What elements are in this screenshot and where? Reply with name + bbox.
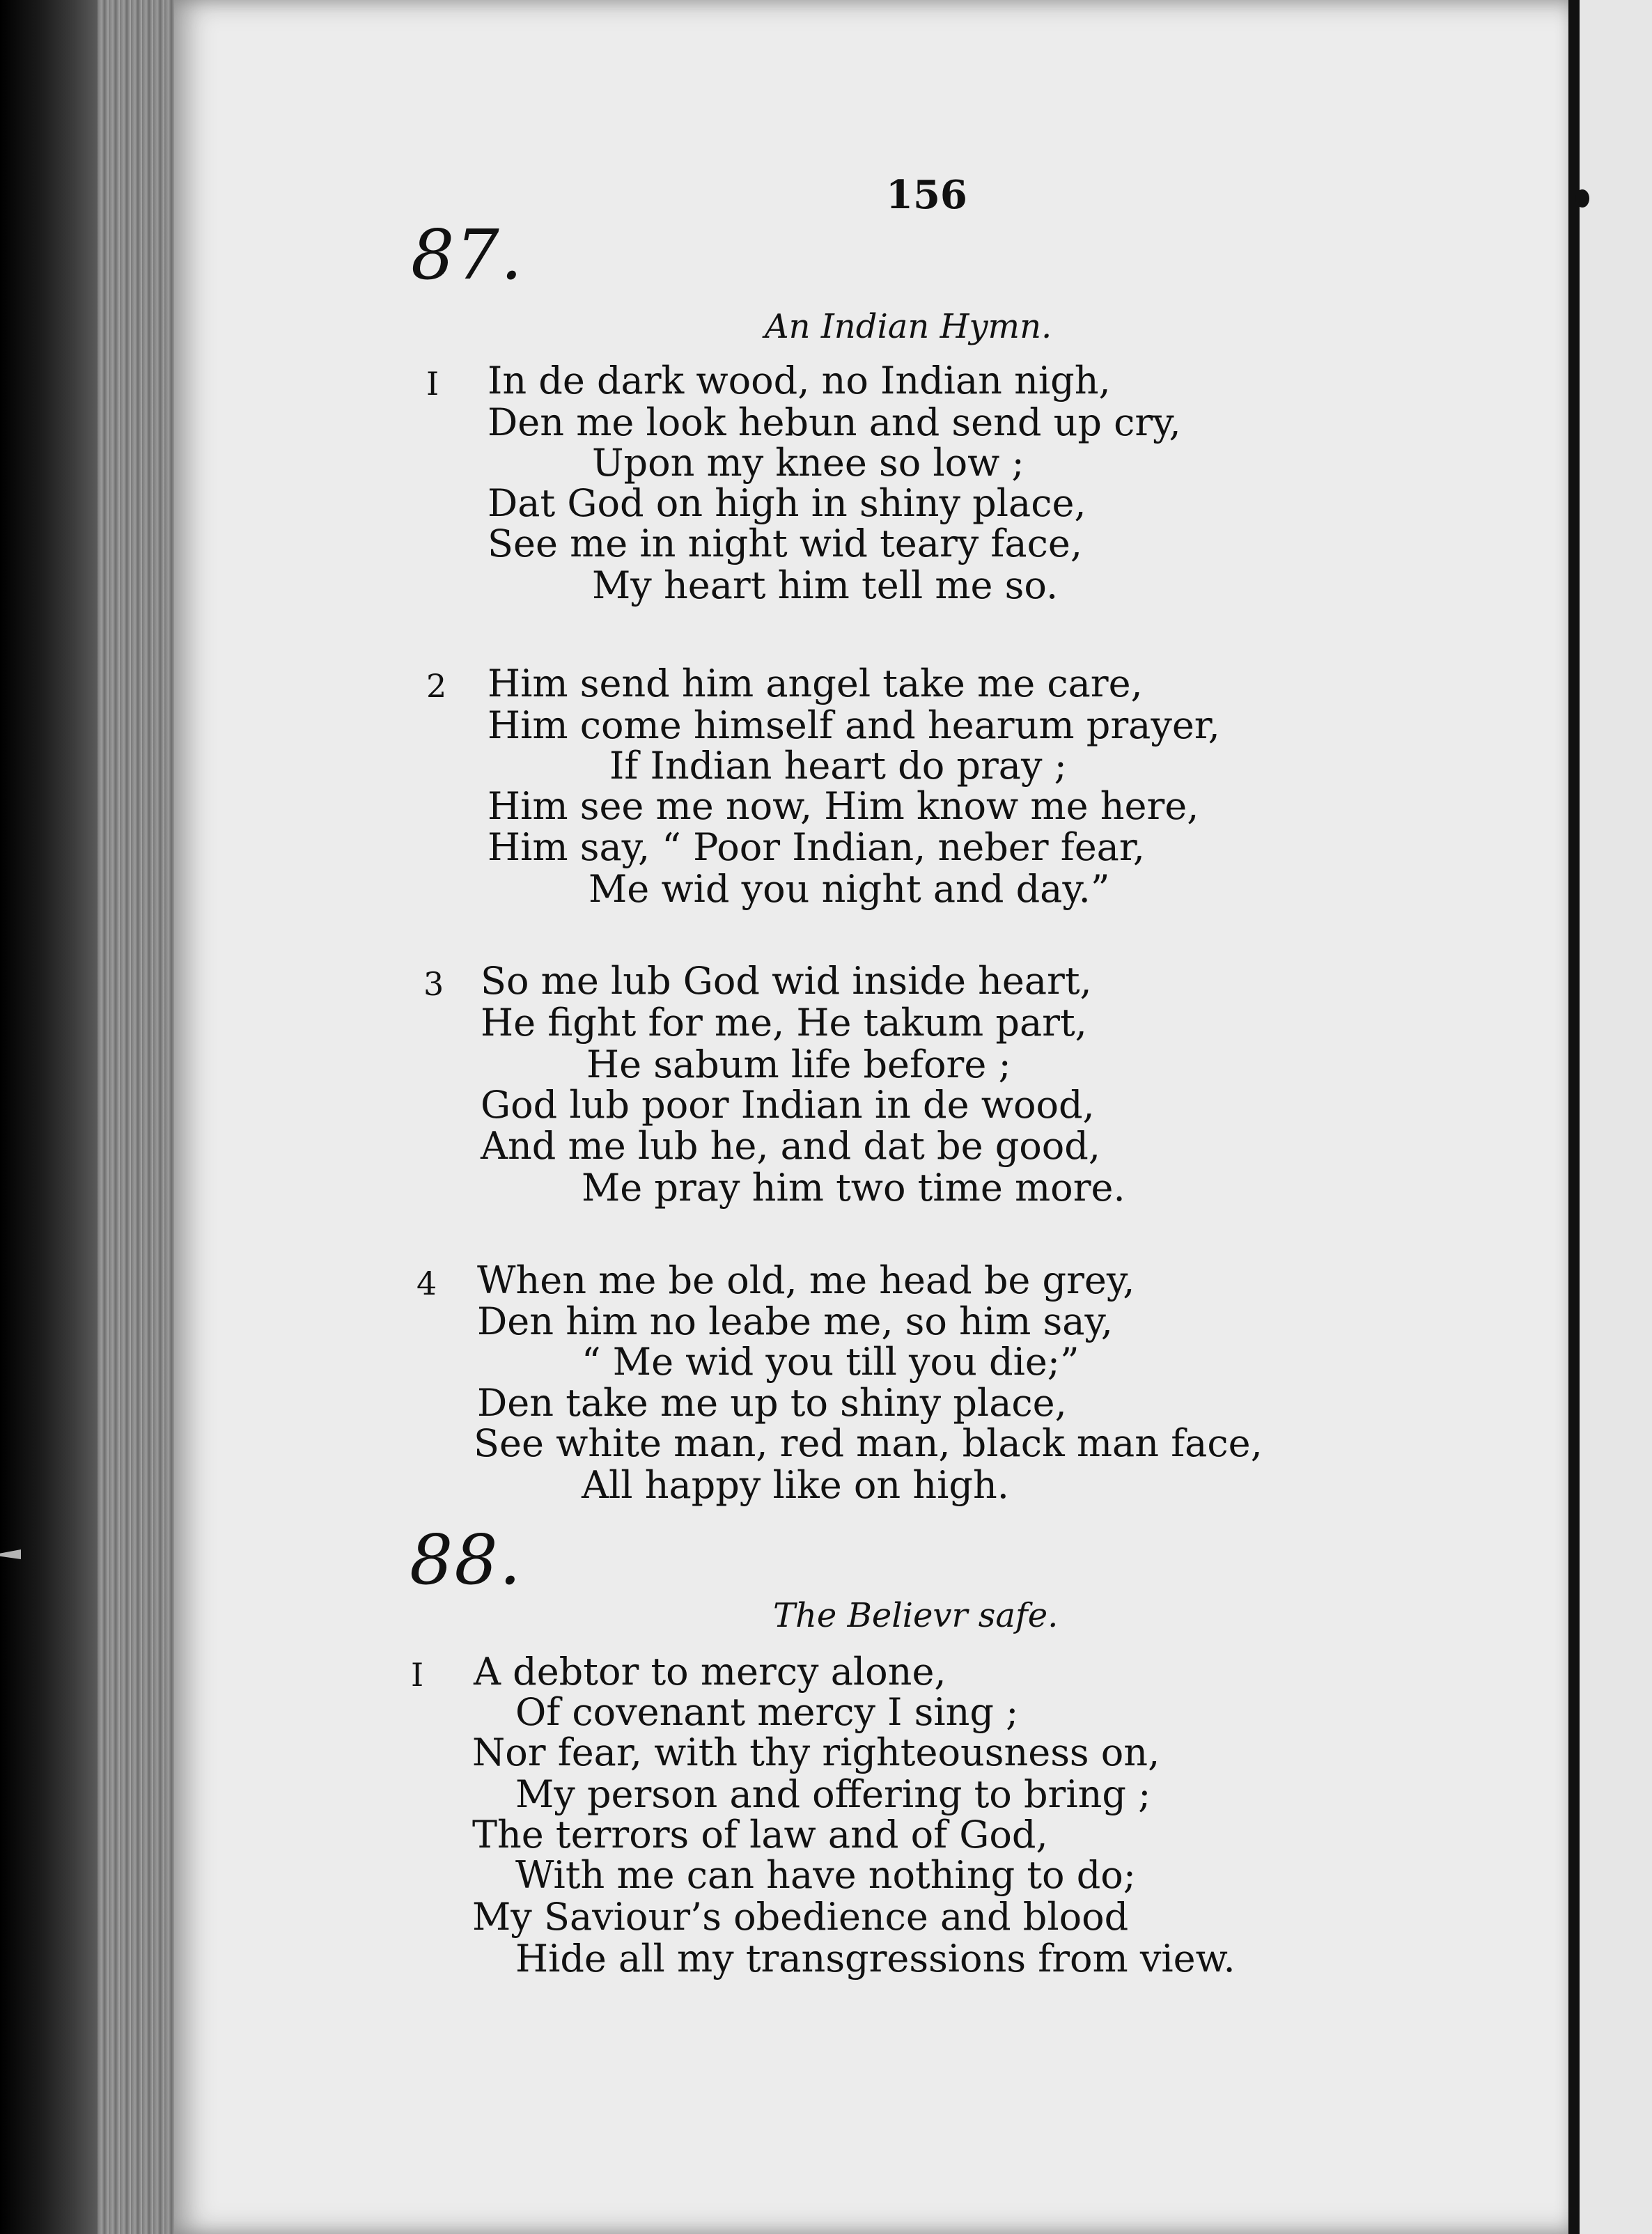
hymn-line: “ Me wid you till you die;” [582,1340,1080,1384]
hymn-line: Den take me up to shiny place, [477,1381,1067,1425]
hymn-line: Of covenant mercy I sing ; [515,1690,1019,1734]
right-page-edge [1568,0,1580,2234]
binding-shadow [0,0,98,2234]
hymn-line: Him send him angel take me care, [488,662,1143,705]
hymn-line: Me pray him two time more. [582,1166,1125,1210]
page-edges [98,0,174,2234]
hymn-line: In de dark wood, no Indian nigh, [488,359,1111,403]
hymn-line: Him come himself and hearum prayer, [488,703,1220,747]
hymn-line: My person and offering to bring ; [515,1772,1151,1816]
hymn-line: See me in night wid teary face, [488,522,1082,565]
hymn-line: Me wid you night and day.” [589,867,1110,911]
hymn-line: So me lub God wid inside heart, [481,959,1092,1003]
hymn-title: The Believr safe. [773,1596,1059,1635]
hymn-line: He fight for me, He takum part, [481,1001,1087,1045]
hymn-line: A debtor to mercy alone, [474,1650,946,1694]
page-number: 156 [886,172,967,218]
hymn-line: Den me look hebun and send up cry, [488,400,1181,444]
hymn-line: Him see me now, Him know me here, [488,784,1199,828]
hymn-line: All happy like on high. [582,1463,1009,1507]
hymn-line: Hide all my transgressions from view. [515,1937,1236,1981]
hymn-line: He sabum life before ; [586,1042,1011,1086]
verse-number: 2 [426,667,447,705]
hymn-number: 87. [411,216,524,295]
hymn-line: See white man, red man, black man face, [474,1421,1263,1465]
facing-page-margin [1580,0,1652,2234]
hymn-line: Him say, “ Poor Indian, neber fear, [488,825,1145,869]
hymn-line: God lub poor Indian in de wood, [481,1083,1095,1127]
verse-number: 4 [416,1265,437,1302]
verse-number: I [411,1656,424,1694]
hymn-line: With me can have nothing to do; [515,1853,1136,1897]
verse-number: I [426,365,439,403]
hymn-line: When me be old, me head be grey, [477,1258,1135,1302]
hymn-line: Upon my knee so low ; [592,441,1024,485]
hymn-line: And me lub he, and dat be good, [481,1124,1101,1168]
hymn-line: If Indian heart do pray ; [609,744,1067,788]
hymn-line: My heart him tell me so. [592,563,1059,607]
hymn-line: Den him no leabe me, so him say, [477,1299,1113,1343]
hymn-line: Nor fear, with thy righteousness on, [472,1731,1160,1774]
verse-number: 3 [423,965,444,1003]
binding-tick [1575,189,1589,208]
hymn-number: 88. [410,1521,522,1600]
hymn-line: The terrors of law and of God, [472,1813,1048,1857]
hymn-line: My Saviour’s obedience and blood [472,1895,1129,1939]
hymn-title: An Indian Hymn. [765,307,1052,346]
hymn-line: Dat God on high in shiny place, [488,481,1086,525]
